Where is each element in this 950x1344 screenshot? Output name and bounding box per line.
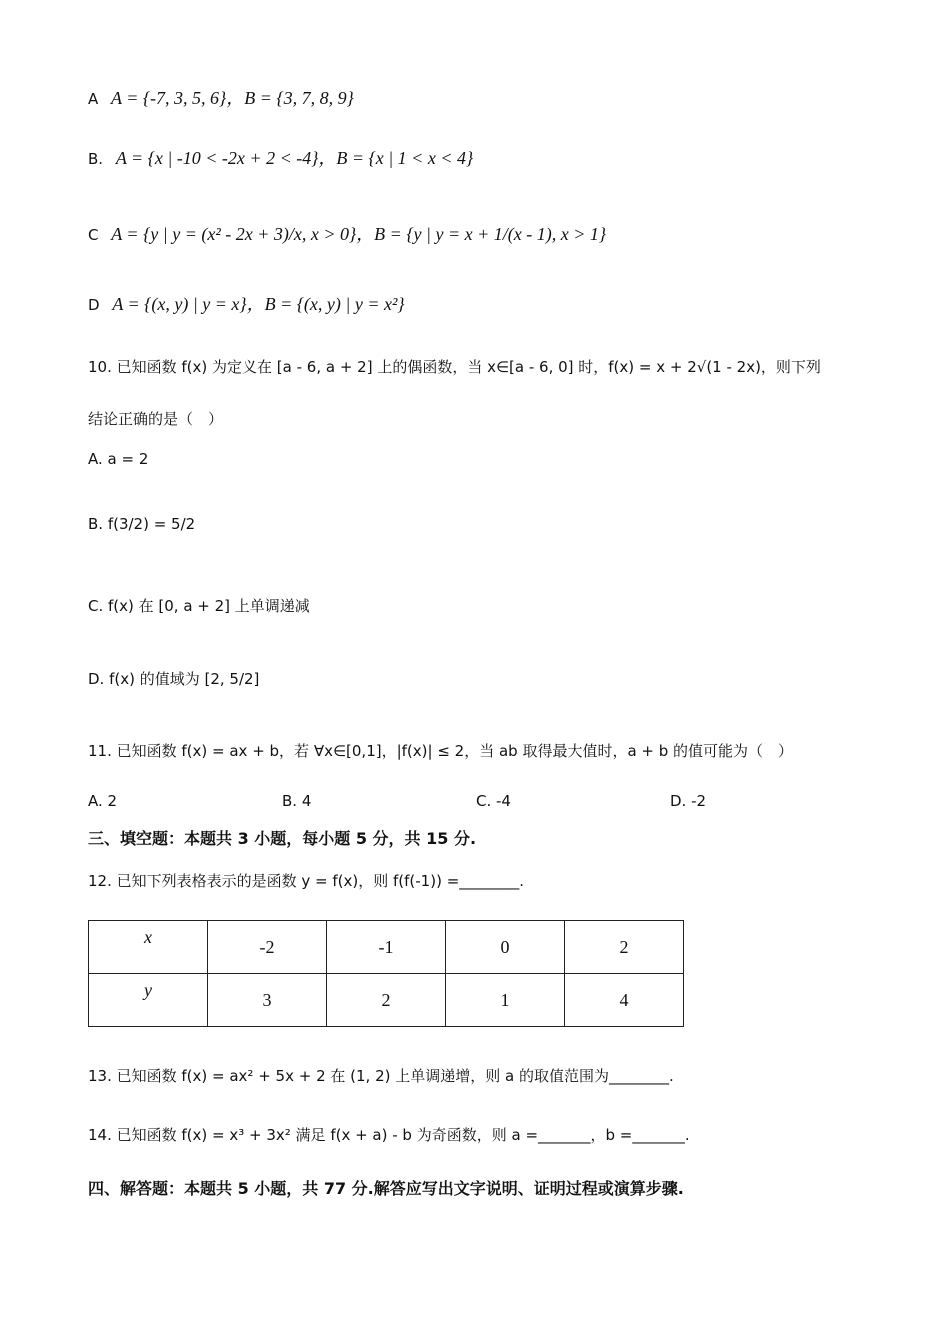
- q10-option-c: C. f(x) 在 [0, a + 2] 上单调递减: [88, 597, 310, 615]
- q10-stem-line1: 10. 已知函数 f(x) 为定义在 [a ‑ 6, a + 2] 上的偶函数，当 x∈[a ‑ 6, 0] 时，f(x) = x + 2√(1 ‑ 2x)，则下列: [88, 358, 821, 376]
- section-3-heading: 三、填空题：本题共 3 小题，每小题 5 分，共 15 分.: [88, 829, 477, 848]
- section-4-heading: 四、解答题：本题共 5 小题，共 77 分.解答应写出文字说明、证明过程或演算步骤.: [88, 1179, 684, 1198]
- q11-option-c: C. ‑4: [476, 792, 511, 810]
- q9-option-c-expr: A = {y | y = (x² ‑ 2x + 3)/x, x > 0}，B = {y | y = x + 1/(x ‑ 1), x > 1}: [111, 224, 607, 244]
- table-cell: ‑2: [208, 921, 327, 974]
- table-cell: 1: [446, 974, 565, 1027]
- table-cell: 4: [565, 974, 684, 1027]
- q11-option-b: B. 4: [282, 792, 312, 810]
- table-cell: 2: [327, 974, 446, 1027]
- q13-stem: 13. 已知函数 f(x) = ax² + 5x + 2 在 (1, 2) 上单调递增，则 a 的取值范围为________.: [88, 1067, 674, 1085]
- table-cell: x: [89, 921, 208, 974]
- q9-option-b-expr: A = {x | ‑10 < ‑2x + 2 < ‑4}，B = {x | 1 < x < 4}: [115, 148, 474, 168]
- q9-option-d: D A = {(x, y) | y = x}，B = {(x, y) | y = x²}: [88, 294, 405, 314]
- table-cell: 0: [446, 921, 565, 974]
- q9-option-a: A A = {‑7, 3, 5, 6}，B = {3, 7, 8, 9}: [88, 88, 354, 108]
- table-cell: y: [89, 974, 208, 1027]
- q12-stem: 12. 已知下列表格表示的是函数 y = f(x)，则 f(f(‑1)) =________.: [88, 872, 525, 890]
- q9-option-d-expr: A = {(x, y) | y = x}，B = {(x, y) | y = x²}: [112, 294, 405, 314]
- q11-option-a: A. 2: [88, 792, 118, 810]
- q12-value-table: [88, 920, 684, 1027]
- q9-option-b: B. A = {x | ‑10 < ‑2x + 2 < ‑4}，B = {x | 1 < x < 4}: [88, 148, 474, 168]
- q9-option-c: C A = {y | y = (x² ‑ 2x + 3)/x, x > 0}，B = {y | y = x + 1/(x ‑ 1), x > 1}: [88, 224, 607, 244]
- table-cell: 2: [565, 921, 684, 974]
- q10-option-a: A. a = 2: [88, 450, 149, 468]
- q10-option-d: D. f(x) 的值域为 [2, 5/2]: [88, 670, 260, 688]
- q9-option-a-expr: A = {‑7, 3, 5, 6}，B = {3, 7, 8, 9}: [111, 88, 354, 108]
- table-cell: 3: [208, 974, 327, 1027]
- q11-stem: 11. 已知函数 f(x) = ax + b，若 ∀x∈[0,1]，|f(x)| ≤ 2，当 ab 取得最大值时，a + b 的值可能为（ ）: [88, 742, 794, 760]
- table-row-y: [89, 974, 684, 1027]
- q10-stem-line2: 结论正确的是（ ）: [88, 410, 224, 428]
- q11-option-d: D. ‑2: [670, 792, 707, 810]
- table-cell: ‑1: [327, 921, 446, 974]
- q10-option-b: B. f(3/2) = 5/2: [88, 515, 196, 533]
- table-row-x: [89, 921, 684, 974]
- q14-stem: 14. 已知函数 f(x) = x³ + 3x² 满足 f(x + a) ‑ b 为奇函数，则 a =_______，b =_______.: [88, 1126, 690, 1144]
